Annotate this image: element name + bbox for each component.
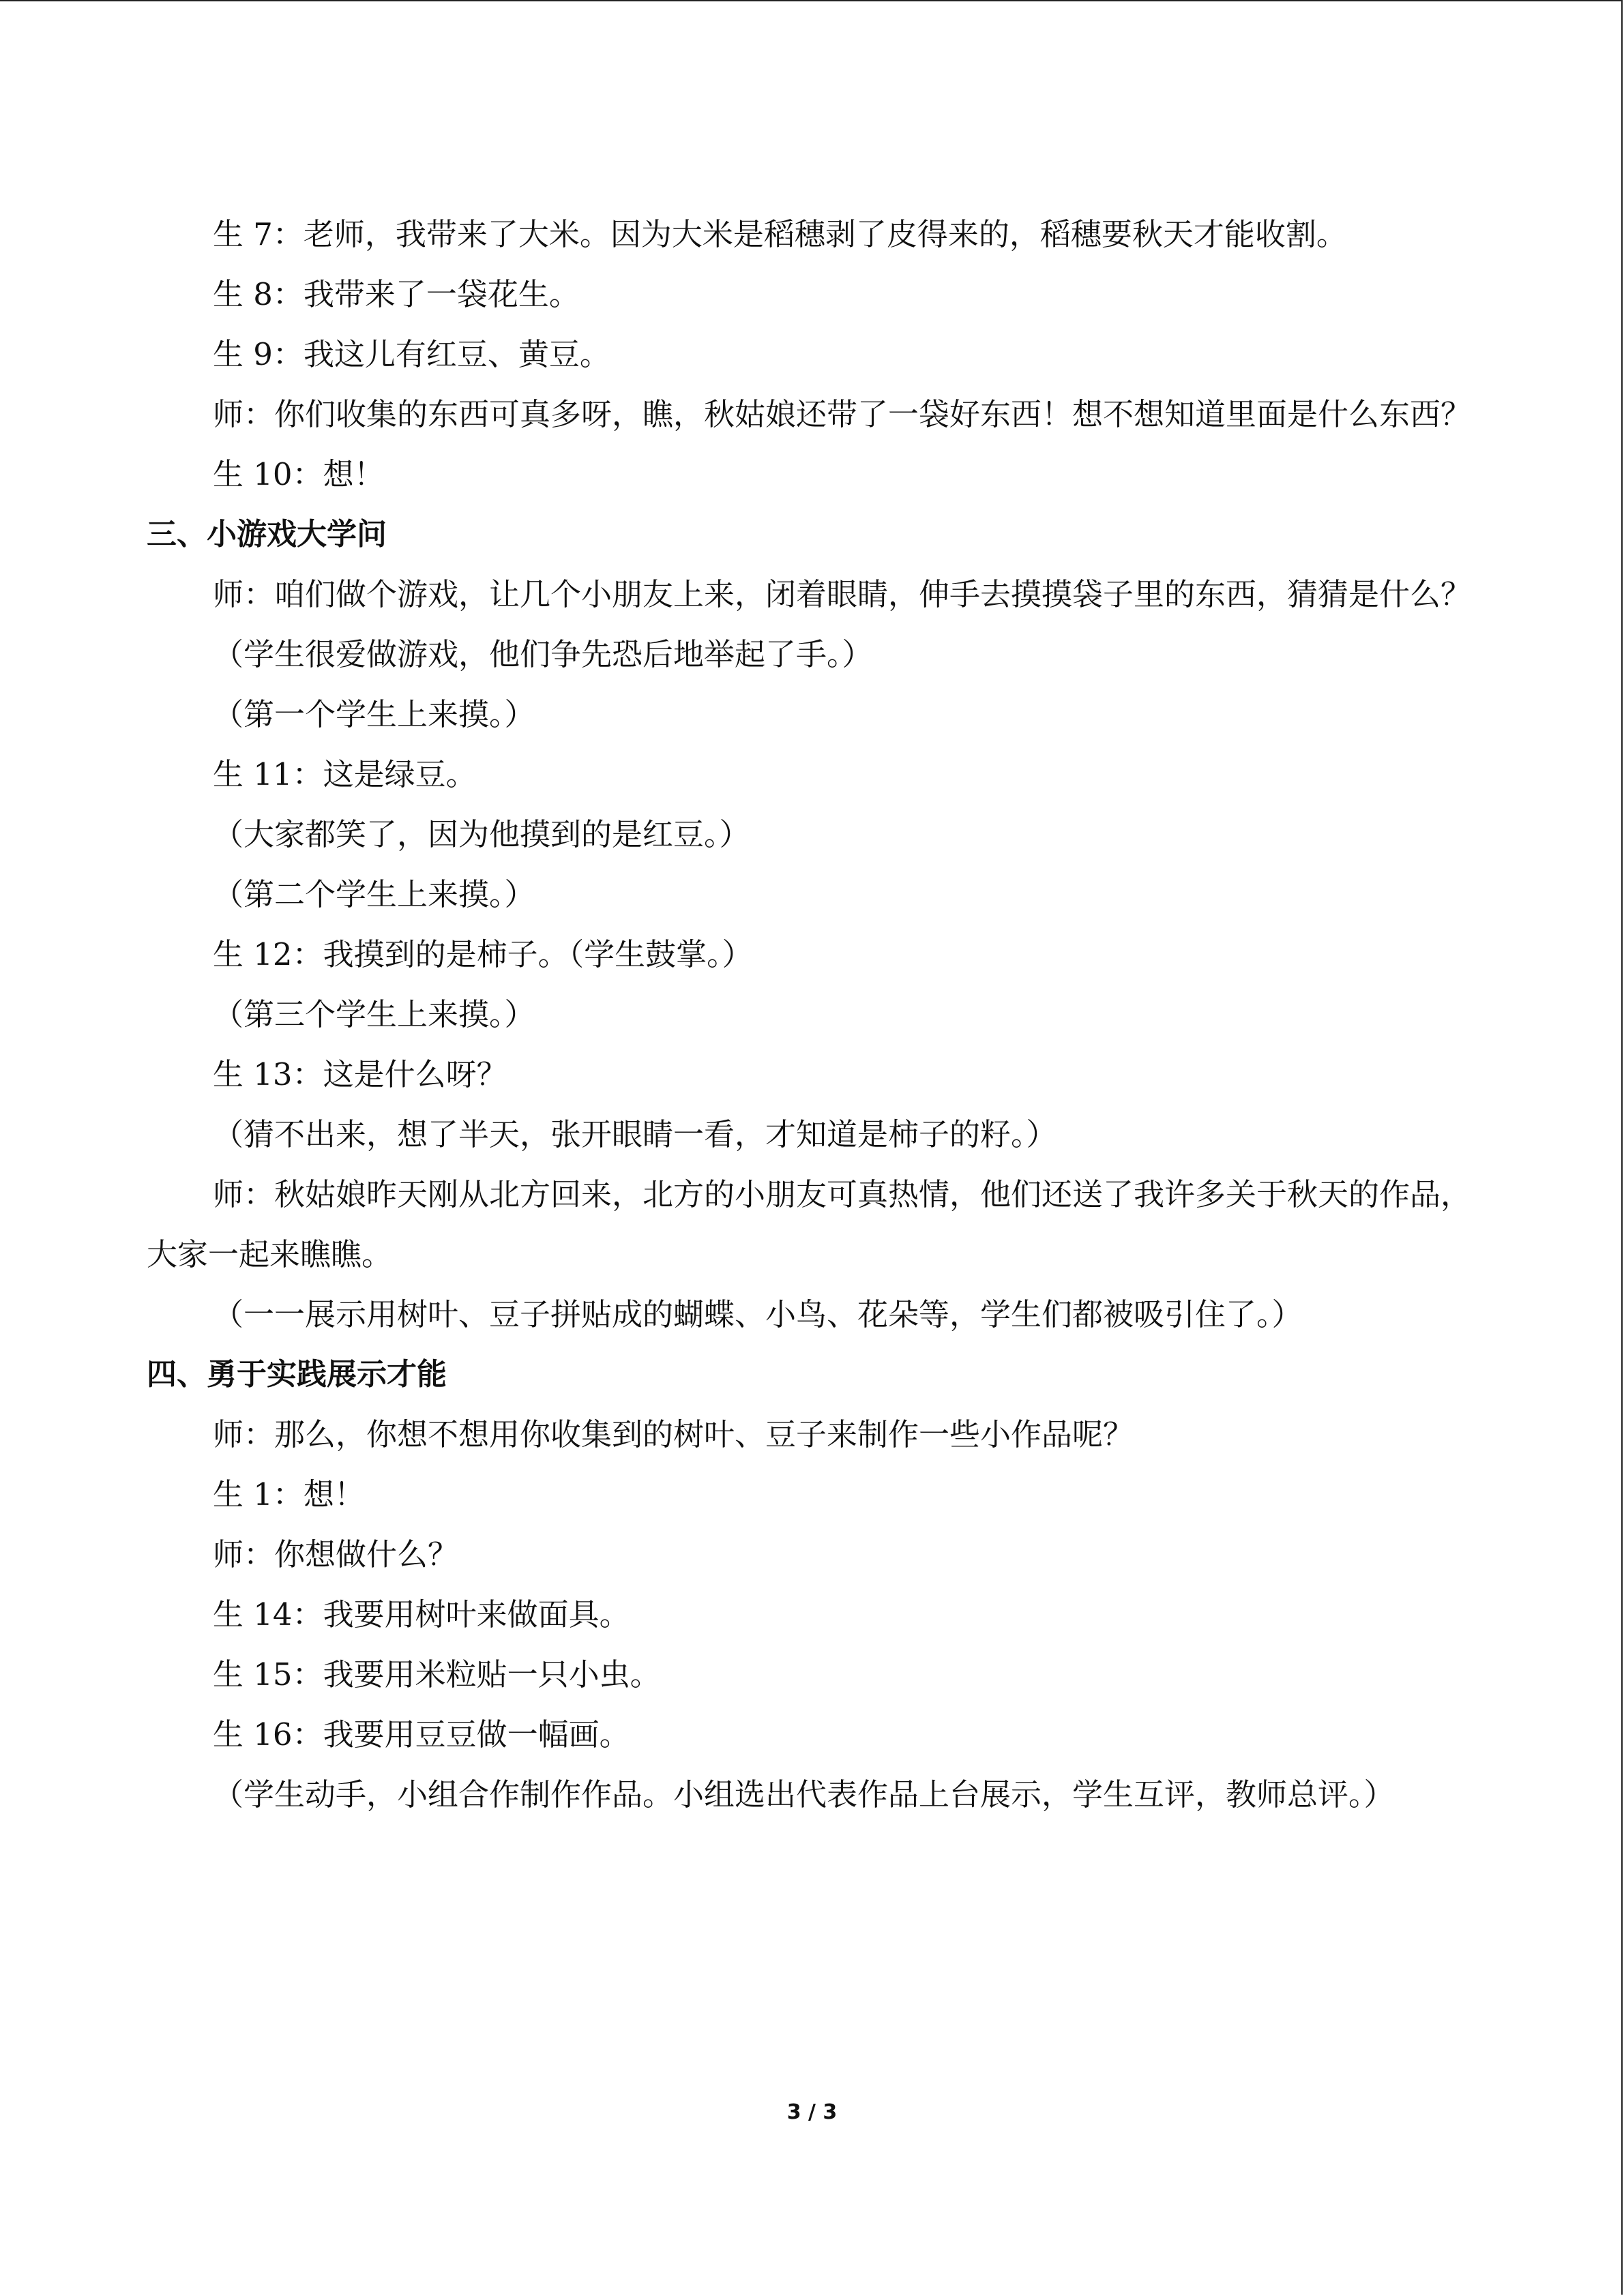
paragraph: 生 11：这是绿豆。 — [213, 756, 477, 792]
paragraph: 生 14：我要用树叶来做面具。 — [213, 1596, 630, 1632]
paragraph: 生 12：我摸到的是柿子。（学生鼓掌。） — [213, 936, 753, 972]
paragraph: （大家都笑了，因为他摸到的是红豆。） — [213, 816, 750, 852]
paragraph: 生 16：我要用豆豆做一幅画。 — [213, 1716, 630, 1753]
paragraph: 师：咱们做个游戏，让几个小朋友上来，闭着眼睛，伸手去摸摸袋子里的东西，猜猜是什么？ — [213, 576, 1472, 612]
paragraph: 师：你想做什么？ — [213, 1536, 459, 1572]
paragraph: 生 10：想！ — [213, 456, 385, 492]
paragraph: （第二个学生上来摸。） — [213, 876, 535, 912]
paragraph: 生 9：我这儿有红豆、黄豆。 — [213, 336, 610, 372]
paragraph: （学生动手，小组合作制作作品。小组选出代表作品上台展示，学生互评，教师总评。） — [213, 1776, 1395, 1813]
document-body — [147, 205, 1477, 1825]
paragraph: 生 1：想！ — [213, 1476, 365, 1512]
paragraph: （猜不出来，想了半天，张开眼睛一看，才知道是柿子的籽。） — [213, 1116, 1057, 1152]
section-heading: 四、勇于实践展示才能 — [147, 1357, 447, 1392]
section-heading: 三、小游戏大学问 — [147, 517, 387, 552]
paragraph: （一一展示用树叶、豆子拼贴成的蝴蝶、小鸟、花朵等，学生们都被吸引住了。） — [213, 1296, 1303, 1332]
paragraph: （学生很爱做游戏，他们争先恐后地举起了手。） — [213, 636, 873, 672]
paragraph: 生 7：老师，我带来了大米。因为大米是稻穗剥了皮得来的，稻穗要秋天才能收割。 — [213, 216, 1347, 252]
paragraph: 师：秋姑娘昨天刚从北方回来，北方的小朋友可真热情，他们还送了我许多关于秋天的作品，大家一起来瞧瞧。 — [147, 1176, 1472, 1272]
page-number: 3 / 3 — [786, 2100, 838, 2124]
paragraph: 生 13：这是什么呀？ — [213, 1056, 507, 1092]
paragraph: （第一个学生上来摸。） — [213, 696, 535, 732]
paragraph: （第三个学生上来摸。） — [213, 996, 535, 1032]
paragraph: 生 8：我带来了一袋花生。 — [213, 276, 580, 312]
paragraph: 生 15：我要用米粒贴一只小虫。 — [213, 1656, 661, 1693]
paragraph: 师：那么，你想不想用你收集到的树叶、豆子来制作一些小作品呢？ — [213, 1416, 1134, 1452]
paragraph: 师：你们收集的东西可真多呀，瞧，秋姑娘还带了一袋好东西！想不想知道里面是什么东西？ — [213, 396, 1472, 432]
